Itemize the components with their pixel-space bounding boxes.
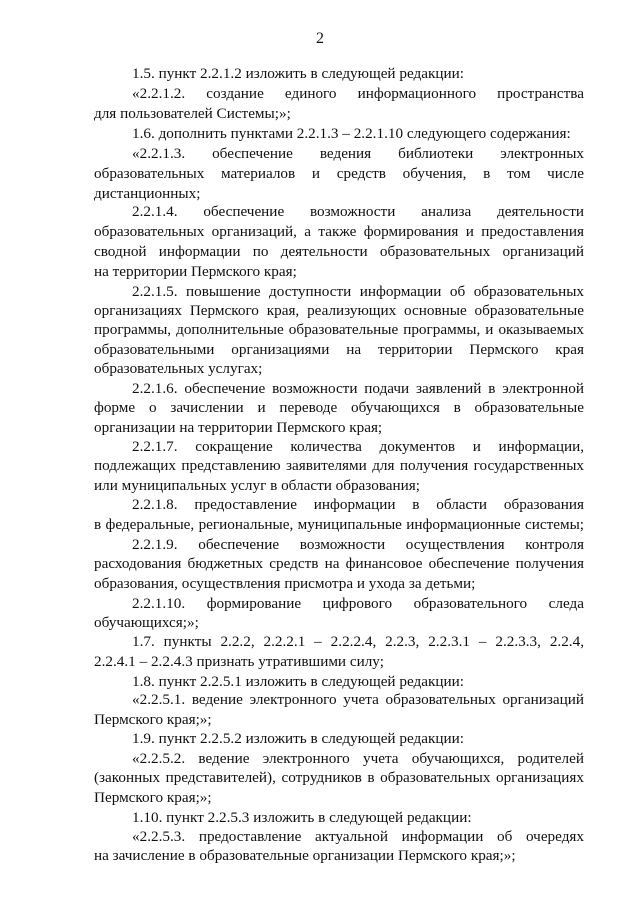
text-line: «2.2.1.3. обеспечение ведения библиотеки электронных [132,145,584,162]
text-line: в федеральные, региональные, муниципальные информационные системы; [94,516,584,533]
text-line: образовательных организаций, а также формирования и предоставления [94,223,584,240]
text-line: «2.2.1.2. создание единого информационного пространства [132,85,584,102]
text-line: организации на территории Пермского края; [94,419,383,436]
text-line: обучающихся;»; [94,614,199,631]
text-line: Пермского края;»; [94,789,212,806]
text-line: 1.9. пункт 2.2.5.2 изложить в следующей редакции: [132,730,464,747]
text-line: дистанционных; [94,185,201,202]
text-line: подлежащих представлению заявителями для получения государственных [94,457,584,474]
text-line: образования, осуществления присмотра и ухода за детьми; [94,575,476,592]
text-line: 2.2.1.4. обеспечение возможности анализа деятельности [132,203,584,220]
text-line: образовательными организациями на территории Пермского края [94,341,584,358]
text-line: для пользователей Системы;»; [94,105,291,122]
text-line: 1.8. пункт 2.2.5.1 изложить в следующей редакции: [132,673,464,690]
text-line: на зачисление в образовательные организации Пермского края;»; [94,847,516,864]
text-line: 1.5. пункт 2.2.1.2 изложить в следующей редакции: [132,65,464,82]
text-line: образовательных услугах; [94,360,263,377]
text-line: 2.2.1.9. обеспечение возможности осуществления контроля [132,536,584,553]
text-line: (законных представителей), сотрудников в образовательных организациях [94,769,584,786]
text-line: 2.2.1.6. обеспечение возможности подачи заявлений в электронной [132,380,584,397]
text-line: 1.7. пункты 2.2.2, 2.2.2.1 – 2.2.2.4, 2.2.3, 2.2.3.1 – 2.2.3.3, 2.2.4, [132,633,584,650]
text-line: Пермского края;»; [94,711,212,728]
text-line: или муниципальных услуг в области образования; [94,477,420,494]
text-line: программы, дополнительные образовательные программы, и оказываемых [94,321,584,338]
text-line: расходования бюджетных средств на финансовое обеспечение получения [94,555,584,572]
text-line: 2.2.1.10. формирование цифрового образовательного следа [132,595,584,612]
text-line: «2.2.5.1. ведение электронного учета образовательных организаций [132,691,584,708]
text-line: 2.2.1.7. сокращение количества документов и информации, [132,438,584,455]
text-line: 2.2.1.5. повышение доступности информации об образовательных [132,283,584,300]
text-line: 1.6. дополнить пунктами 2.2.1.3 – 2.2.1.10 следующего содержания: [132,125,571,142]
page-number: 2 [316,30,324,47]
text-line: 2.2.4.1 – 2.2.4.3 признать утратившими силу; [94,653,384,670]
text-line: 2.2.1.8. предоставление информации в области образования [132,496,584,513]
text-line: на территории Пермского края; [94,263,297,280]
text-line: «2.2.5.3. предоставление актуальной информации об очередях [132,828,584,845]
text-line: «2.2.5.2. ведение электронного учета обучающихся, родителей [132,750,584,767]
text-line: организациях Пермского края, реализующих основные образовательные [94,302,584,319]
text-line: сводной информации по деятельности образовательных организаций [94,243,584,260]
text-line: образовательных материалов и средств обучения, в том числе [94,165,584,182]
text-line: 1.10. пункт 2.2.5.3 изложить в следующей редакции: [132,809,472,826]
text-line: форме о зачислении и переводе обучающихся в образовательные [94,399,584,416]
